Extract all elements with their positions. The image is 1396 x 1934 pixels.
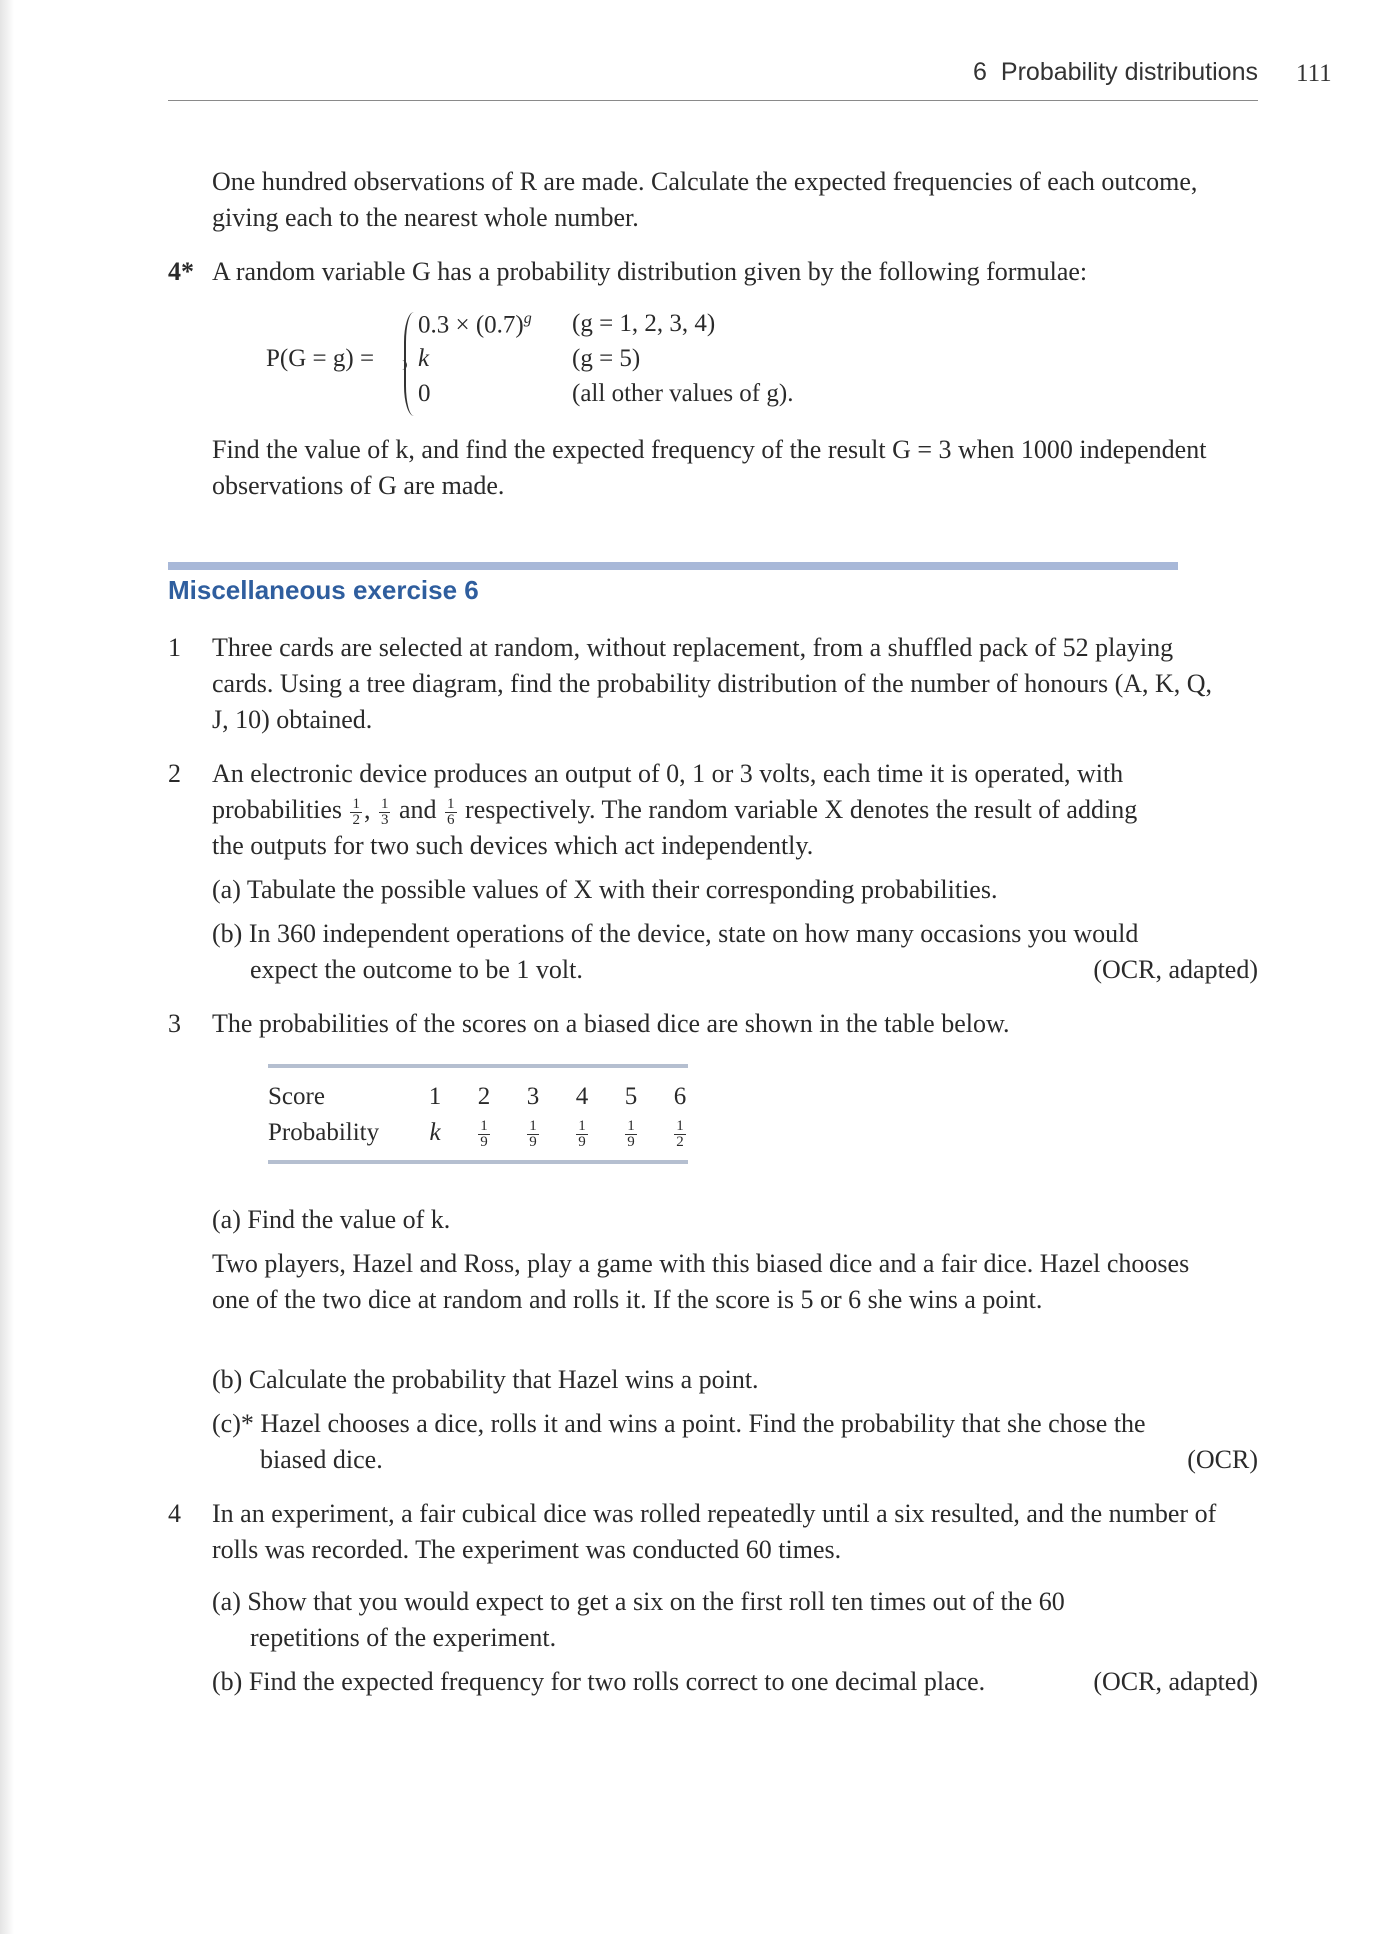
misc-q2-number: 2 xyxy=(168,759,181,788)
table-score-cell: 2 xyxy=(477,1083,491,1110)
piecewise-brace-notch xyxy=(396,360,407,370)
misc-q2-line2: probabilities $\frac{1}{2}$ , $\frac{1}{3}$ and $\frac{1}{6}$ respectively. The random variable X denotes the result of adding xyxy=(212,795,1138,828)
section-title: Miscellaneous exercise 6 xyxy=(168,575,479,605)
table-prob-cell: $\frac{1}{9}$ xyxy=(578,1117,586,1150)
table-probability-label: Probability xyxy=(268,1119,380,1146)
question-4star-followup: Find the value of k, and find the expected frequency of the result G = 3 when 1000 independent observations of G are made. xyxy=(212,435,1207,500)
misc-q3-number: 3 xyxy=(168,1009,181,1038)
fraction-sixth: $\frac{1}{6}$ xyxy=(447,795,455,828)
piecewise-lhs: P(G = g) = xyxy=(266,345,375,372)
table-prob-cell: $\frac{1}{2}$ xyxy=(676,1117,684,1150)
misc-q1-number: 1 xyxy=(168,633,181,662)
fraction-third: $\frac{1}{3}$ xyxy=(380,795,389,828)
table-top-rule xyxy=(268,1064,688,1068)
case-3-cond: (all other values of g). xyxy=(572,380,794,407)
table-score-label: Score xyxy=(268,1083,325,1110)
page-edge-shadow xyxy=(0,0,14,1934)
table-score-cell: 6 xyxy=(673,1083,687,1110)
running-header xyxy=(168,58,1258,101)
misc-q3-source: (OCR) xyxy=(1187,1445,1258,1474)
table-score-cell: 5 xyxy=(624,1083,638,1110)
misc-q4-part-b: (b) Find the expected frequency for two rolls correct to one decimal place. xyxy=(212,1667,986,1696)
misc-q2-part-a: (a) Tabulate the possible values of X with their corresponding probabilities. xyxy=(212,875,998,904)
fraction-half: $\frac{1}{2}$ xyxy=(352,795,360,828)
question-number-4star: 4* xyxy=(168,257,194,286)
table-prob-cell: $\frac{1}{9}$ xyxy=(529,1117,537,1150)
table-score-cell: 1 xyxy=(428,1083,442,1110)
misc-q4-number: 4 xyxy=(168,1499,181,1528)
misc-q3-text: The probabilities of the scores on a biased dice are shown in the table below. xyxy=(212,1009,1010,1038)
misc-q4-part-a-line1: (a) Show that you would expect to get a six on the first roll ten times out of the 60 xyxy=(212,1587,1065,1616)
misc-q3-part-c-line1: (c)* Hazel chooses a dice, rolls it and wins a point. Find the probability that she chose the xyxy=(212,1409,1146,1438)
misc-q2-line3: the outputs for two such devices which act independently. xyxy=(212,831,814,860)
misc-q2-part-b-line2: expect the outcome to be 1 volt. xyxy=(250,955,583,984)
table-prob-k: k xyxy=(429,1119,441,1146)
misc-q2-source: (OCR, adapted) xyxy=(1093,955,1258,984)
case-1-cond: (g = 1, 2, 3, 4) xyxy=(572,310,716,337)
misc-q3-part-a: (a) Find the value of k. xyxy=(212,1205,451,1234)
case-3-expr: 0 xyxy=(418,380,431,407)
misc-q2-part-b-line1: (b) In 360 independent operations of the device, state on how many occasions you would xyxy=(212,919,1139,948)
table-prob-cell: $\frac{1}{9}$ xyxy=(627,1117,635,1150)
misc-q1-text: Three cards are selected at random, without replacement, from a shuffled pack of 52 playing cards. Using a tree diagram, find the probability distribution of the number of honours (A, K, Q, J, 10) obtained. xyxy=(212,633,1213,734)
table-bottom-rule xyxy=(268,1160,688,1164)
misc-q3-part-b: (b) Calculate the probability that Hazel wins a point. xyxy=(212,1365,759,1394)
table-prob-cell: $\frac{1}{9}$ xyxy=(480,1117,488,1150)
table-score-cell: 3 xyxy=(526,1083,540,1110)
case-2-cond: (g = 5) xyxy=(572,345,641,372)
chapter-number: 6 xyxy=(973,58,987,86)
intro-paragraph: One hundred observations of R are made. Calculate the expected frequencies of each outcome, giving each to the nearest whole number. xyxy=(212,167,1198,232)
table-score-cell: 4 xyxy=(575,1083,589,1110)
case-1-expr: $0.3 \times (0.7)^g$ xyxy=(418,310,532,339)
misc-q3-part-c-line2: biased dice. xyxy=(260,1445,383,1474)
misc-q4-text: In an experiment, a fair cubical dice was rolled repeatedly until a six resulted, and the number of rolls was recorded. The experiment was conducted 60 times. xyxy=(212,1499,1217,1564)
misc-q3-paragraph: Two players, Hazel and Ross, play a game with this biased dice and a fair dice. Hazel chooses one of the two dice at random and rolls it. If the score is 5 or 6 she wins a point. xyxy=(212,1249,1190,1314)
misc-q2-line1: An electronic device produces an output of 0, 1 or 3 volts, each time it is operated, with xyxy=(212,759,1124,788)
section-bar xyxy=(168,562,1178,570)
chapter-heading xyxy=(973,58,1258,87)
question-4star-text: A random variable G has a probability distribution given by the following formulae: xyxy=(212,257,1088,286)
misc-q4-part-a-line2: repetitions of the experiment. xyxy=(250,1623,557,1652)
case-2-expr: k xyxy=(418,345,430,372)
page-number: 111 xyxy=(1296,60,1332,87)
chapter-title: Probability distributions xyxy=(1000,58,1258,86)
misc-q4-source: (OCR, adapted) xyxy=(1093,1667,1258,1696)
